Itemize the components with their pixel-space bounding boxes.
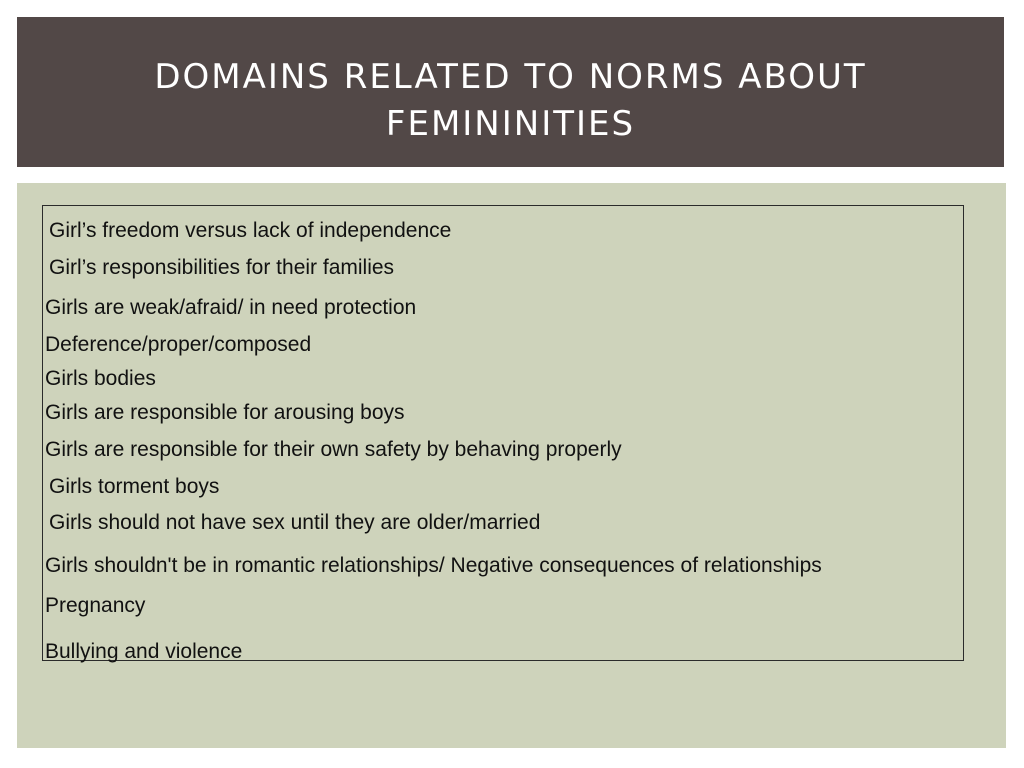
title-bar <box>17 17 1004 167</box>
table-row: Girls are weak/afraid/ in need protection <box>45 296 417 319</box>
table-row: Pregnancy <box>45 594 146 617</box>
slide-title <box>17 54 1004 148</box>
table-row: Deference/proper/composed <box>45 333 312 356</box>
table-row: Girl’s responsibilities for their families <box>49 256 395 279</box>
table-row: Girls torment boys <box>49 475 220 498</box>
table-row: Girls bodies <box>45 367 156 390</box>
slide-title-line-2: FEMININITIES <box>385 104 636 144</box>
table-row: Girls are responsible for their own safety by behaving properly <box>45 438 622 461</box>
table-row: Girl’s freedom versus lack of independence <box>49 219 452 242</box>
table-row: Girls shouldn't be in romantic relationships/ Negative consequences of relationships <box>45 554 822 577</box>
table-row: Girls are responsible for arousing boys <box>45 401 405 424</box>
slide-title-line-1: DOMAINS RELATED TO NORMS ABOUT <box>154 57 867 97</box>
table-row: Girls should not have sex until they are older/married <box>49 511 541 534</box>
domains-table <box>42 205 964 661</box>
content-area <box>17 183 1006 748</box>
table-row: Bullying and violence <box>45 640 243 663</box>
